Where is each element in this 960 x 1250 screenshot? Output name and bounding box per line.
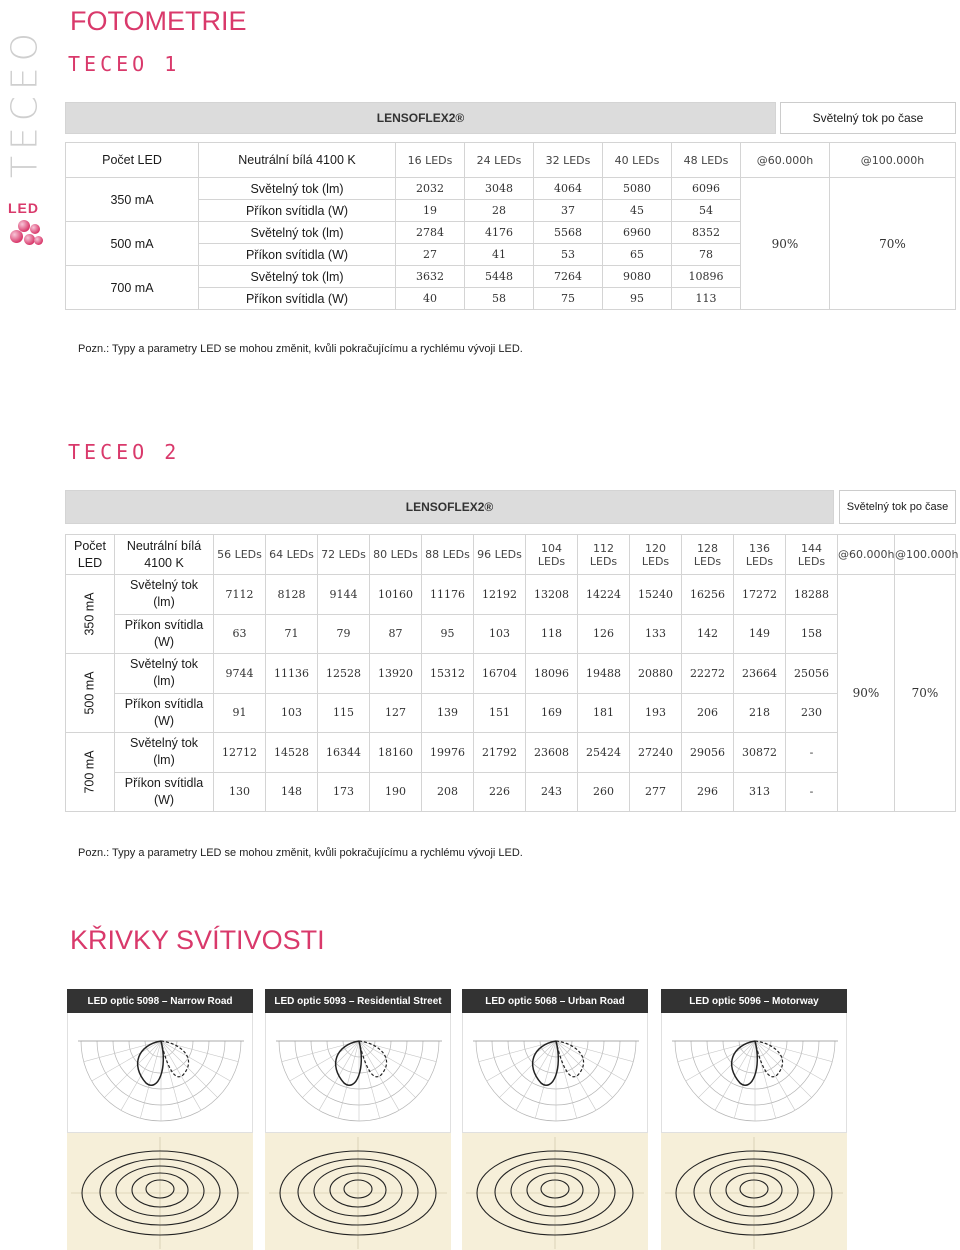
value-cell: 23608 xyxy=(526,733,578,773)
header-cell: 48 LEDs xyxy=(672,143,741,178)
value-cell: 6096 xyxy=(672,178,741,200)
brand-text: TECEO xyxy=(4,27,46,178)
header-cell: @100.000h xyxy=(895,535,956,575)
table-row xyxy=(66,654,956,694)
value-cell: 17272 xyxy=(734,575,786,615)
value-cell: 15240 xyxy=(630,575,682,615)
value-cell: 9744 xyxy=(214,654,266,694)
header-led: Počet LED xyxy=(66,535,115,575)
value-cell: 126 xyxy=(578,614,630,654)
header-cell: 120 LEDs xyxy=(630,535,682,575)
header-cell: 32 LEDs xyxy=(534,143,603,178)
time-label: Světelný tok po čase xyxy=(840,491,956,524)
value-cell: 37 xyxy=(534,200,603,222)
table-row xyxy=(66,733,956,773)
teceo2-note: Pozn.: Typy a parametry LED se mohou změnit, kvůli pokračujícímu a rychlému vývoji LED. xyxy=(78,847,523,859)
value-cell: 27 xyxy=(396,244,465,266)
value-cell: 75 xyxy=(534,288,603,310)
current-label: 350 mA xyxy=(83,592,97,636)
header-cell: Neutrální bílá 4100 K xyxy=(199,143,396,178)
value-cell: 18288 xyxy=(786,575,838,615)
value-cell: 11176 xyxy=(422,575,474,615)
pct-100k: 70% xyxy=(830,178,956,310)
value-cell: 91 xyxy=(214,693,266,733)
curve-label: LED optic 5096 – Motorway xyxy=(661,989,847,1013)
header-cell: 128 LEDs xyxy=(682,535,734,575)
header-row xyxy=(66,535,956,575)
value-cell: 296 xyxy=(682,772,734,812)
value-cell: 103 xyxy=(266,693,318,733)
value-cell: 14528 xyxy=(266,733,318,773)
value-cell: 190 xyxy=(370,772,422,812)
row-label: Příkon svítidla (W) xyxy=(115,614,214,654)
value-cell: 2032 xyxy=(396,178,465,200)
value-cell: 151 xyxy=(474,693,526,733)
value-cell: 10160 xyxy=(370,575,422,615)
value-cell: 54 xyxy=(672,200,741,222)
value-cell: 28 xyxy=(465,200,534,222)
value-cell: 218 xyxy=(734,693,786,733)
isolux-diagram xyxy=(661,1133,847,1250)
value-cell: 12528 xyxy=(318,654,370,694)
value-cell: 16344 xyxy=(318,733,370,773)
polar-diagram xyxy=(67,1013,253,1133)
value-cell: 27240 xyxy=(630,733,682,773)
value-cell: 4176 xyxy=(465,222,534,244)
teceo2-band xyxy=(65,490,956,524)
polar-diagram xyxy=(661,1013,847,1133)
row-label: Světelný tok (lm) xyxy=(115,654,214,694)
side-band xyxy=(0,0,50,1250)
value-cell: 169 xyxy=(526,693,578,733)
value-cell: 130 xyxy=(214,772,266,812)
brand-vertical xyxy=(4,0,46,200)
teceo2-title: TECEO 2 xyxy=(68,440,181,464)
pct-100k: 70% xyxy=(895,575,956,812)
header-cell: 64 LEDs xyxy=(266,535,318,575)
value-cell: 9144 xyxy=(318,575,370,615)
value-cell: 2784 xyxy=(396,222,465,244)
value-cell: 8128 xyxy=(266,575,318,615)
value-cell: 41 xyxy=(465,244,534,266)
curves-title: KŘIVKY SVÍTIVOSTI xyxy=(70,925,325,955)
value-cell: 158 xyxy=(786,614,838,654)
teceo1-title: TECEO 1 xyxy=(68,52,181,76)
value-cell: 5080 xyxy=(603,178,672,200)
value-cell: 127 xyxy=(370,693,422,733)
value-cell: 4064 xyxy=(534,178,603,200)
value-cell: 20880 xyxy=(630,654,682,694)
value-cell: 5568 xyxy=(534,222,603,244)
value-cell: 16704 xyxy=(474,654,526,694)
teceo1-table xyxy=(65,142,956,310)
curve-panel xyxy=(265,989,451,1250)
header-row xyxy=(66,143,956,178)
curve-panel xyxy=(67,989,253,1250)
curve-panel xyxy=(462,989,648,1250)
value-cell: - xyxy=(786,733,838,773)
curve-label: LED optic 5093 – Residential Street xyxy=(265,989,451,1013)
value-cell: 22272 xyxy=(682,654,734,694)
value-cell: 16256 xyxy=(682,575,734,615)
isolux-diagram xyxy=(67,1133,253,1250)
logo-dot xyxy=(10,230,23,243)
value-cell: 118 xyxy=(526,614,578,654)
header-cell: 88 LEDs xyxy=(422,535,474,575)
value-cell: 45 xyxy=(603,200,672,222)
value-cell: 95 xyxy=(603,288,672,310)
value-cell: 173 xyxy=(318,772,370,812)
value-cell: 142 xyxy=(682,614,734,654)
value-cell: 65 xyxy=(603,244,672,266)
value-cell: 19488 xyxy=(578,654,630,694)
value-cell: 12192 xyxy=(474,575,526,615)
header-cell: 16 LEDs xyxy=(396,143,465,178)
row-label: Příkon svítidla (W) xyxy=(199,288,396,310)
isolux-diagram xyxy=(265,1133,451,1250)
row-label: Světelný tok (lm) xyxy=(199,266,396,288)
value-cell: 71 xyxy=(266,614,318,654)
value-cell: 115 xyxy=(318,693,370,733)
value-cell: 53 xyxy=(534,244,603,266)
value-cell: 29056 xyxy=(682,733,734,773)
current-cell: 700 mA xyxy=(66,266,199,310)
current-cell: 350 mA xyxy=(66,178,199,222)
header-cell: 104 LEDs xyxy=(526,535,578,575)
logo-dot xyxy=(34,236,43,245)
value-cell: 25424 xyxy=(578,733,630,773)
header-cell: 96 LEDs xyxy=(474,535,526,575)
teceo1-note: Pozn.: Typy a parametry LED se mohou změnit, kvůli pokračujícímu a rychlému vývoji LED. xyxy=(78,343,523,355)
value-cell: 78 xyxy=(672,244,741,266)
header-cell: 144 LEDs xyxy=(786,535,838,575)
value-cell: 14224 xyxy=(578,575,630,615)
current-cell xyxy=(66,733,115,812)
value-cell: 149 xyxy=(734,614,786,654)
isolux-diagram xyxy=(462,1133,648,1250)
value-cell: 148 xyxy=(266,772,318,812)
value-cell: 3632 xyxy=(396,266,465,288)
pct-60k: 90% xyxy=(741,178,830,310)
current-cell xyxy=(66,654,115,733)
value-cell: 21792 xyxy=(474,733,526,773)
header-cell: @60.000h xyxy=(838,535,895,575)
teceo2-body xyxy=(66,575,956,812)
teceo1-band xyxy=(65,102,956,134)
value-cell: 30872 xyxy=(734,733,786,773)
value-cell: 15312 xyxy=(422,654,474,694)
value-cell: 13208 xyxy=(526,575,578,615)
value-cell: 19 xyxy=(396,200,465,222)
current-label: 500 mA xyxy=(83,671,97,715)
value-cell: 260 xyxy=(578,772,630,812)
value-cell: 113 xyxy=(672,288,741,310)
page-title: FOTOMETRIE xyxy=(70,6,247,36)
value-cell: 95 xyxy=(422,614,474,654)
curve-label: LED optic 5098 – Narrow Road xyxy=(67,989,253,1013)
row-label: Světelný tok (lm) xyxy=(199,222,396,244)
curve-panel xyxy=(661,989,847,1250)
table-row xyxy=(66,772,956,812)
value-cell: 58 xyxy=(465,288,534,310)
table-row xyxy=(66,178,956,200)
value-cell: 208 xyxy=(422,772,474,812)
table-row xyxy=(66,575,956,615)
value-cell: 193 xyxy=(630,693,682,733)
value-cell: 40 xyxy=(396,288,465,310)
polar-diagram xyxy=(462,1013,648,1133)
value-cell: 23664 xyxy=(734,654,786,694)
header-cell: 80 LEDs xyxy=(370,535,422,575)
value-cell: 8352 xyxy=(672,222,741,244)
value-cell: 230 xyxy=(786,693,838,733)
teceo2-table xyxy=(65,534,959,812)
value-cell: 3048 xyxy=(465,178,534,200)
curve-label: LED optic 5068 – Urban Road xyxy=(462,989,648,1013)
row-label: Příkon svítidla (W) xyxy=(115,772,214,812)
header-cell: 56 LEDs xyxy=(214,535,266,575)
table-row xyxy=(66,614,956,654)
value-cell: 12712 xyxy=(214,733,266,773)
value-cell: 226 xyxy=(474,772,526,812)
value-cell: 18096 xyxy=(526,654,578,694)
value-cell: 133 xyxy=(630,614,682,654)
row-label: Příkon svítidla (W) xyxy=(199,244,396,266)
row-label: Příkon svítidla (W) xyxy=(115,693,214,733)
value-cell: 18160 xyxy=(370,733,422,773)
current-cell xyxy=(66,575,115,654)
header-cell: 72 LEDs xyxy=(318,535,370,575)
value-cell: 79 xyxy=(318,614,370,654)
header-temp: Neutrální bílá 4100 K xyxy=(115,535,214,575)
value-cell: 87 xyxy=(370,614,422,654)
value-cell: 25056 xyxy=(786,654,838,694)
value-cell: - xyxy=(786,772,838,812)
header-cell: 40 LEDs xyxy=(603,143,672,178)
header-cell: 24 LEDs xyxy=(465,143,534,178)
row-label: Světelný tok (lm) xyxy=(115,733,214,773)
polar-diagram xyxy=(265,1013,451,1133)
row-label: Světelný tok (lm) xyxy=(199,178,396,200)
value-cell: 10896 xyxy=(672,266,741,288)
value-cell: 139 xyxy=(422,693,474,733)
value-cell: 243 xyxy=(526,772,578,812)
row-label: Světelný tok (lm) xyxy=(115,575,214,615)
current-label: 700 mA xyxy=(83,750,97,794)
value-cell: 19976 xyxy=(422,733,474,773)
value-cell: 313 xyxy=(734,772,786,812)
table-row xyxy=(66,693,956,733)
value-cell: 9080 xyxy=(603,266,672,288)
header-cell: 112 LEDs xyxy=(578,535,630,575)
value-cell: 181 xyxy=(578,693,630,733)
time-label: Světelný tok po čase xyxy=(781,103,956,134)
value-cell: 7112 xyxy=(214,575,266,615)
value-cell: 103 xyxy=(474,614,526,654)
value-cell: 5448 xyxy=(465,266,534,288)
led-logo xyxy=(6,200,48,260)
logo-dot xyxy=(30,224,40,234)
value-cell: 63 xyxy=(214,614,266,654)
value-cell: 11136 xyxy=(266,654,318,694)
value-cell: 277 xyxy=(630,772,682,812)
band-label: LENSOFLEX2® xyxy=(66,103,776,134)
row-label: Příkon svítidla (W) xyxy=(199,200,396,222)
value-cell: 13920 xyxy=(370,654,422,694)
value-cell: 206 xyxy=(682,693,734,733)
value-cell: 6960 xyxy=(603,222,672,244)
header-cell: 136 LEDs xyxy=(734,535,786,575)
pct-60k: 90% xyxy=(838,575,895,812)
value-cell: 7264 xyxy=(534,266,603,288)
led-logo-text: LED xyxy=(8,200,39,216)
band-label: LENSOFLEX2® xyxy=(66,491,834,524)
header-cell: @100.000h xyxy=(830,143,956,178)
header-cell: Počet LED xyxy=(66,143,199,178)
current-cell: 500 mA xyxy=(66,222,199,266)
header-cell: @60.000h xyxy=(741,143,830,178)
